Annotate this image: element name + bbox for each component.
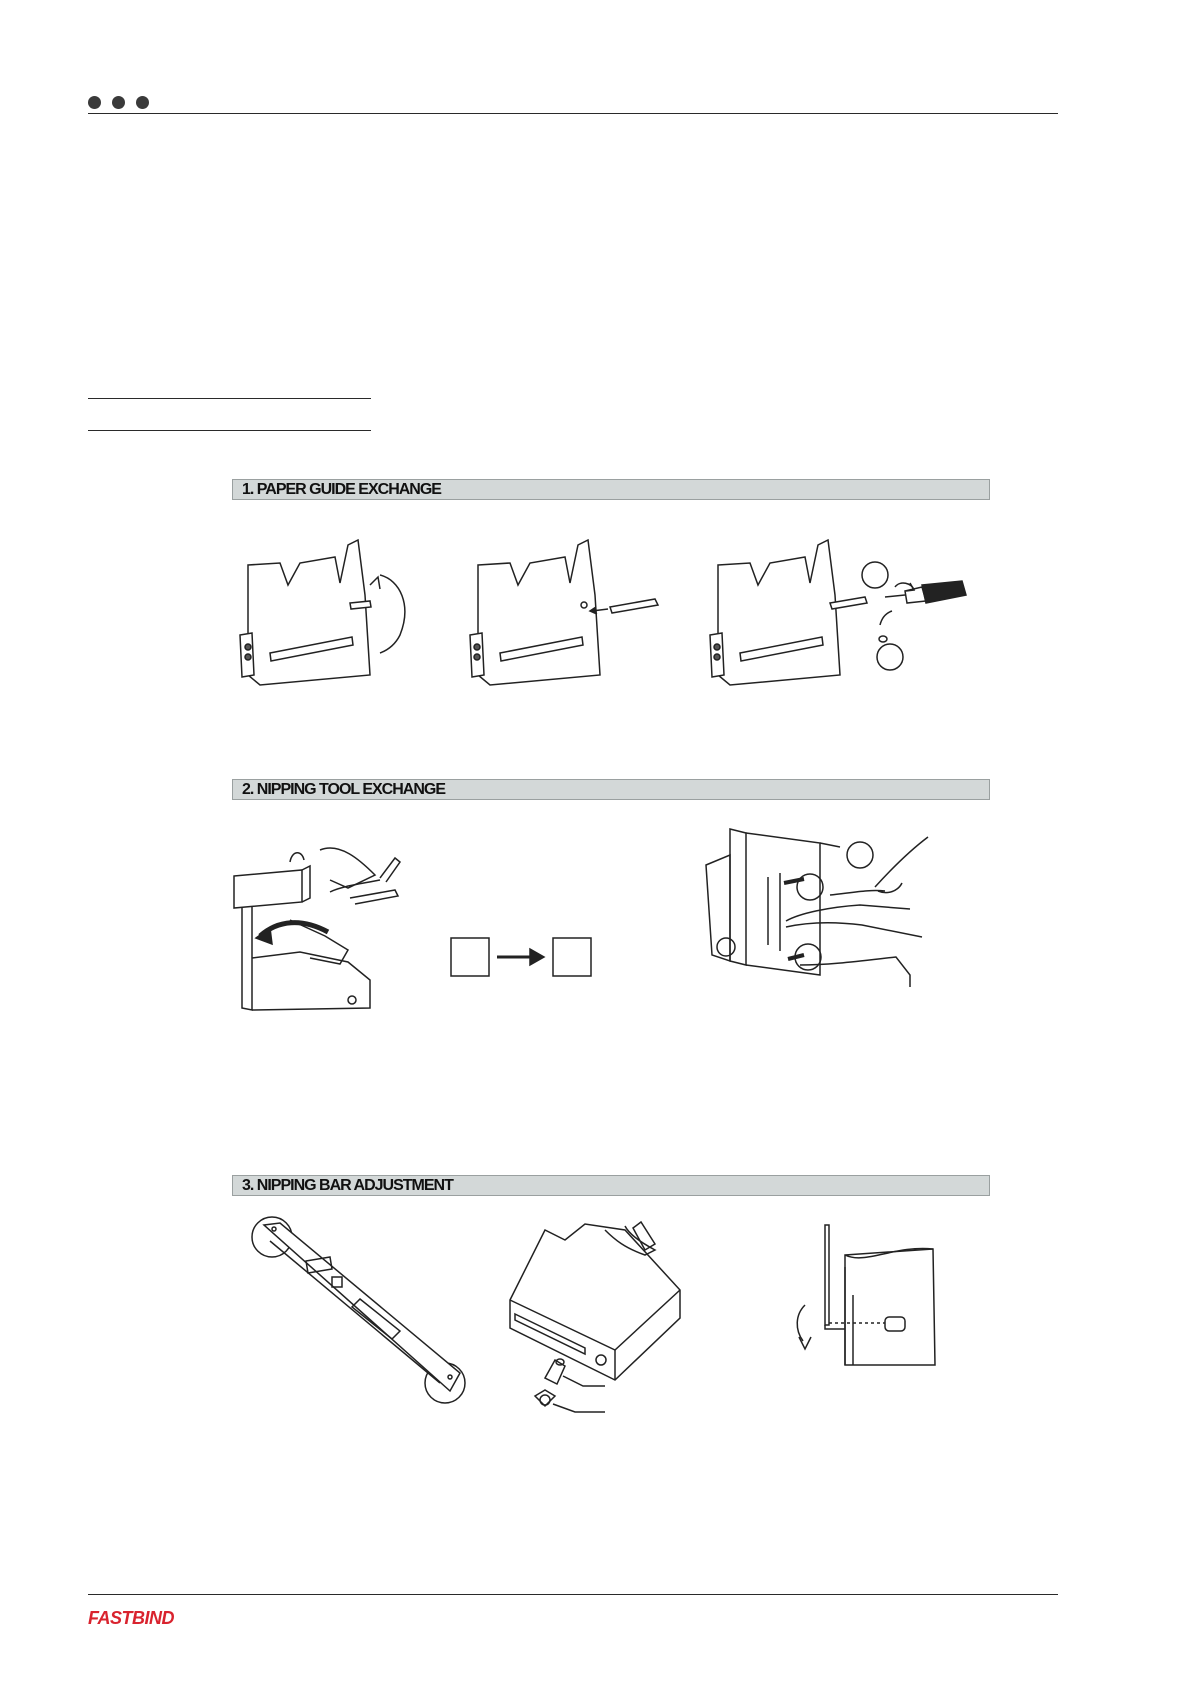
header-rule: [88, 113, 1058, 114]
header-dot-icon: [136, 96, 149, 109]
header-dot-icon: [112, 96, 125, 109]
header-dot-icon: [88, 96, 101, 109]
paper-guide-remove-illustration: [230, 535, 430, 695]
nipping-bar-allen-key-illustration: [785, 1215, 955, 1375]
nipping-tool-remove-illustration: [230, 840, 420, 1015]
section-title: 2. NIPPING TOOL EXCHANGE: [242, 781, 446, 798]
section-header-nipping-tool: [232, 779, 990, 800]
brand-wordmark: FASTBIND: [88, 1608, 174, 1628]
brand-logo: [88, 1608, 174, 1629]
exchange-arrow-illustration: [450, 935, 600, 981]
nipping-bar-illustration: [250, 1215, 480, 1410]
divider-rule: [88, 430, 371, 431]
nipping-tool-insert-illustration: [700, 825, 940, 1000]
section-title: 3. NIPPING BAR ADJUSTMENT: [242, 1177, 453, 1194]
footer-rule: [88, 1594, 1058, 1595]
paper-guide-insert-illustration: [460, 535, 680, 695]
paper-guide-screw-illustration: [700, 535, 980, 695]
divider-rule: [88, 398, 371, 399]
section-header-paper-guide: [232, 479, 990, 500]
section-title: 1. PAPER GUIDE EXCHANGE: [242, 481, 441, 498]
section-header-nipping-bar: [232, 1175, 990, 1196]
nipping-bar-block-illustration: [505, 1200, 705, 1420]
